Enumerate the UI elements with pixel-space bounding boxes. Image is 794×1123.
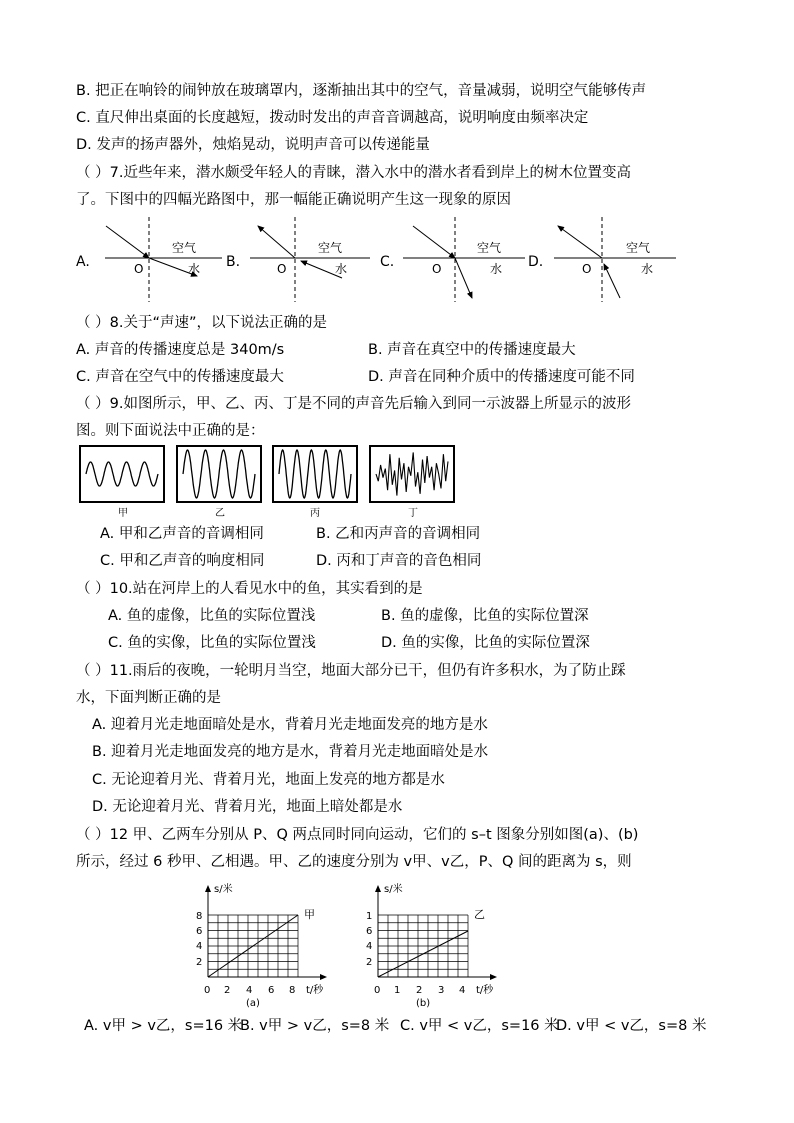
q7-a-water: 水 bbox=[188, 262, 201, 276]
wave-label-jia: 甲 bbox=[118, 508, 128, 519]
q7-b-water: 水 bbox=[335, 262, 348, 276]
graph-a-xtick-4: 4 bbox=[246, 985, 253, 996]
graph-a-ytick-4: 4 bbox=[196, 941, 203, 952]
q11-stem-line1: （ ）11.雨后的夜晚，一轮明月当空，地面大部分已干，但仍有许多积水，为了防止踩 bbox=[76, 663, 626, 679]
wave-label-ding: 丁 bbox=[408, 508, 418, 519]
q8-option-a: A. 声音的传播速度总是 340m/s bbox=[76, 342, 285, 358]
q7-light-path-figures bbox=[70, 212, 690, 304]
wave-jia bbox=[80, 446, 164, 519]
graph-b-ytick-2: 2 bbox=[366, 957, 373, 968]
q9-waveforms bbox=[78, 444, 458, 520]
q11-option-a: A. 迎着月光走地面暗处是水，背着月光走地面发亮的地方是水 bbox=[92, 717, 488, 733]
q9-option-c: C. 甲和乙声音的响度相同 bbox=[100, 553, 265, 569]
q10-option-d: D. 鱼的实像，比鱼的实际位置深 bbox=[381, 635, 590, 651]
graph-b-series-label: 乙 bbox=[474, 908, 485, 921]
graph-a-ytick-2: 2 bbox=[196, 957, 203, 968]
q6-option-c: C. 直尺伸出桌面的长度越短，拨动时发出的声音音调越高，说明响度由频率决定 bbox=[76, 110, 589, 126]
q7-a-air: 空气 bbox=[172, 241, 197, 255]
wave-ding bbox=[370, 446, 454, 519]
q8-stem: （ ）8.关于“声速”，以下说法正确的是 bbox=[76, 315, 327, 331]
q7-d-origin: O bbox=[582, 262, 592, 276]
q7-stem-line1: （ ）7.近些年来，潜水颇受年轻人的青睐，潜入水中的潜水者看到岸上的树木位置变高 bbox=[76, 165, 631, 181]
q11-option-b: B. 迎着月光走地面发亮的地方是水，背着月光走地面暗处是水 bbox=[92, 744, 489, 760]
wave-bing bbox=[273, 446, 357, 519]
q7-figure-d bbox=[528, 217, 676, 302]
q7-figure-b bbox=[226, 217, 370, 302]
q10-option-a: A. 鱼的虚像，比鱼的实际位置浅 bbox=[108, 608, 316, 624]
q12-stem-line2: 所示，经过 6 秒甲、乙相遇。甲、乙的速度分别为 v甲、v乙，P、Q 间的距离为 s，则 bbox=[76, 854, 632, 870]
q12-graph-a bbox=[190, 882, 340, 1012]
q11-option-c: C. 无论迎着月光、背着月光，地面上发亮的地方都是水 bbox=[92, 772, 445, 788]
q10-option-b: B. 鱼的虚像，比鱼的实际位置深 bbox=[381, 608, 589, 624]
q10-stem: （ ）10.站在河岸上的人看见水中的鱼，其实看到的是 bbox=[76, 581, 423, 597]
wave-label-yi: 乙 bbox=[215, 508, 225, 519]
graph-a-ytick-8: 8 bbox=[196, 911, 203, 922]
q11-option-d: D. 无论迎着月光、背着月光，地面上暗处都是水 bbox=[92, 799, 403, 815]
q7-d-water: 水 bbox=[641, 262, 654, 276]
q7-c-water: 水 bbox=[490, 262, 503, 276]
graph-b-ytick-6: 6 bbox=[366, 926, 373, 937]
q6-option-b: B. 把正在响铃的闹钟放在玻璃罩内，逐渐抽出其中的空气，音量减弱，说明空气能够传声 bbox=[76, 83, 647, 99]
graph-a-xtick-8: 8 bbox=[289, 985, 296, 996]
q12-graph-b bbox=[360, 882, 510, 1012]
q11-stem-line2: 水，下面判断正确的是 bbox=[76, 690, 221, 706]
wave-yi bbox=[177, 446, 261, 519]
q9-option-d: D. 丙和丁声音的音色相同 bbox=[316, 553, 482, 569]
graph-b-xtick-0: 0 bbox=[374, 985, 381, 996]
q7-c-origin: O bbox=[432, 262, 442, 276]
q7-label-a: A. bbox=[76, 254, 90, 270]
graph-b-xtick-1: 1 bbox=[394, 985, 401, 996]
graph-b-ytick-top: 1 bbox=[366, 911, 373, 922]
q6-option-d: D. 发声的扬声器外，烛焰晃动，说明声音可以传递能量 bbox=[76, 137, 430, 153]
q9-option-b: B. 乙和丙声音的音调相同 bbox=[316, 526, 481, 542]
graph-a-xlabel: t/秒 bbox=[306, 985, 324, 996]
graph-a-caption: (a) bbox=[246, 998, 260, 1009]
graph-b-xtick-3: 3 bbox=[438, 985, 445, 996]
wave-label-bing: 丙 bbox=[310, 508, 320, 519]
graph-b-caption: (b) bbox=[416, 998, 431, 1009]
graph-a-ytick-6: 6 bbox=[196, 926, 203, 937]
q7-c-air: 空气 bbox=[477, 241, 502, 255]
q7-label-b: B. bbox=[226, 254, 241, 270]
q12-option-b: B. v甲 > v乙，s=8 米 bbox=[240, 1018, 390, 1034]
q7-figure-a bbox=[76, 217, 222, 302]
graph-a-ylabel: s/米 bbox=[214, 884, 233, 895]
q9-stem-line1: （ ）9.如图所示，甲、乙、丙、丁是不同的声音先后输入到同一示波器上所显示的波形 bbox=[76, 396, 631, 412]
q9-stem-line2: 图。则下面说法中正确的是： bbox=[76, 423, 265, 439]
q9-option-a: A. 甲和乙声音的音调相同 bbox=[100, 526, 264, 542]
q12-option-a: A. v甲 > v乙，s=16 米 bbox=[84, 1018, 243, 1034]
q12-option-d: D. v甲 < v乙，s=8 米 bbox=[556, 1018, 707, 1034]
graph-a-xtick-0: 0 bbox=[204, 985, 211, 996]
graph-b-xtick-2: 2 bbox=[416, 985, 423, 996]
graph-a-xtick-2: 2 bbox=[224, 985, 231, 996]
q10-option-c: C. 鱼的实像，比鱼的实际位置浅 bbox=[108, 635, 316, 651]
graph-a-series-label: 甲 bbox=[304, 908, 315, 921]
q7-label-d: D. bbox=[528, 254, 544, 270]
graph-b-xlabel: t/秒 bbox=[476, 985, 494, 996]
q8-option-d: D. 声音在同种介质中的传播速度可能不同 bbox=[368, 369, 635, 385]
q8-option-c: C. 声音在空气中的传播速度最大 bbox=[76, 369, 284, 385]
q12-option-c: C. v甲 < v乙，s=16 米 bbox=[400, 1018, 559, 1034]
q12-stem-line1: （ ）12 甲、乙两车分别从 P、Q 两点同时同向运动，它们的 s–t 图象分别如图(a)、(b) bbox=[76, 827, 639, 843]
q7-b-origin: O bbox=[277, 262, 287, 276]
q7-stem-line2: 了。下图中的四幅光路图中，那一幅能正确说明产生这一现象的原因 bbox=[76, 192, 511, 208]
graph-b-ytick-4: 4 bbox=[366, 941, 373, 952]
q7-d-air: 空气 bbox=[626, 241, 651, 255]
q7-b-air: 空气 bbox=[318, 241, 343, 255]
q7-a-origin: O bbox=[134, 262, 144, 276]
graph-b-ylabel: s/米 bbox=[384, 884, 403, 895]
q8-option-b: B. 声音在真空中的传播速度最大 bbox=[368, 342, 576, 358]
q7-figure-c bbox=[380, 217, 525, 302]
graph-a-xtick-6: 6 bbox=[268, 985, 275, 996]
q7-label-c: C. bbox=[380, 254, 395, 270]
graph-b-xtick-4: 4 bbox=[459, 985, 466, 996]
